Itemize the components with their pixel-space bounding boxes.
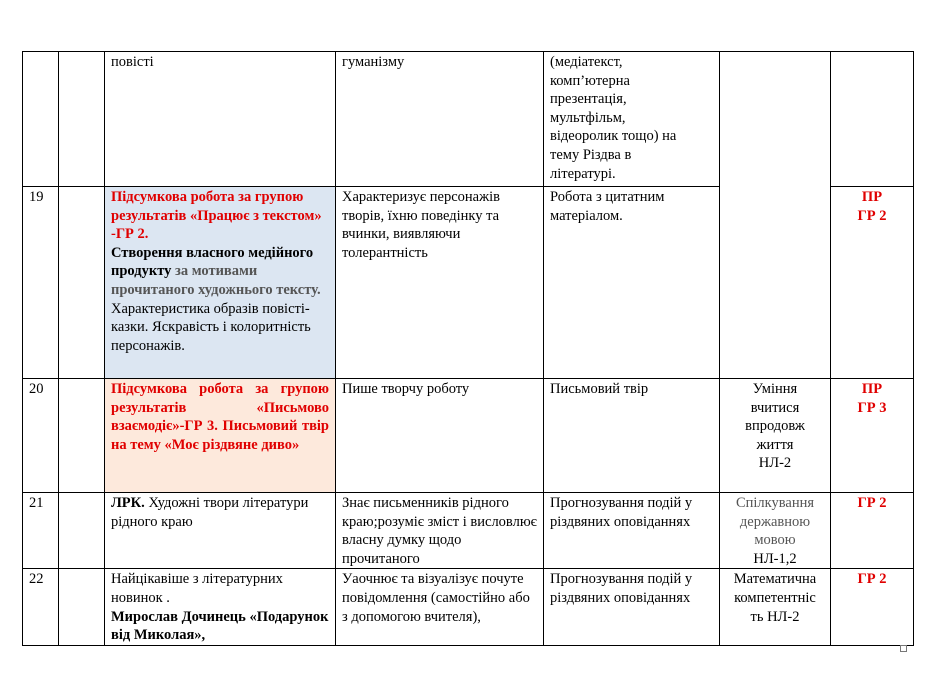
cell-activity: (медіатекст, комп’ютерна презентація, мультфільм, відеоролик тощо) на тему Різдва в літературі. [544, 52, 720, 187]
cell-activity: Прогнозування подій у різдвяних оповіданнях [544, 493, 720, 569]
table-row [23, 569, 914, 646]
cell-competence: Спілкування державною мовою НЛ-1,2 [720, 493, 831, 569]
cell-result: Пише творчу роботу [336, 379, 544, 493]
cell-result: гуманізму [336, 52, 544, 187]
cell-result: Уаочнює та візуалізує почуте повідомлення (самостійно або з допомогою вчителя), [336, 569, 544, 646]
cell-date [59, 52, 105, 187]
cell-number: 22 [23, 569, 59, 646]
cell-assessment: ГР 2 [831, 569, 914, 646]
lesson-plan-table [22, 51, 914, 646]
cell-number: 19 [23, 187, 59, 379]
cell-assessment [831, 52, 914, 187]
cell-assessment: ПР ГР 2 [831, 187, 914, 379]
cell-assessment: ПР ГР 3 [831, 379, 914, 493]
cell-competence: Уміння вчитися впродовж життя НЛ-2 [720, 379, 831, 493]
cell-date [59, 379, 105, 493]
cell-date [59, 569, 105, 646]
table-row [23, 52, 914, 187]
cell-number [23, 52, 59, 187]
cell-result: Характеризує персонажів творів, їхню поведінку та вчинки, виявляючи толерантність [336, 187, 544, 379]
cell-competence: Математична компетентніс ть НЛ-2 [720, 569, 831, 646]
essay-title: Письмовий твір на тему «Моє різдвяне диво» [111, 418, 329, 453]
cell-activity: Прогнозування подій у різдвяних оповіданнях [544, 569, 720, 646]
cell-assessment: ГР 2 [831, 493, 914, 569]
media-product-title: Створення власного медійного продукту [111, 244, 314, 280]
cell-topic: повісті [105, 52, 336, 187]
table-row [23, 493, 914, 569]
cell-date [59, 493, 105, 569]
cell-activity: Письмовий твір [544, 379, 720, 493]
cell-topic: Найцікавіше з літературних новинок . Мирослав Дочинець «Подарунок від Миколая», [105, 569, 336, 646]
cell-number: 21 [23, 493, 59, 569]
cell-topic: ЛРК. Художні твори літератури рідного краю [105, 493, 336, 569]
cell-result: Знає письменників рідного краю;розуміє зміст і висловлює власну думку щодо прочитаного [336, 493, 544, 569]
cell-number: 20 [23, 379, 59, 493]
cell-date [59, 187, 105, 379]
summary-work-title: Підсумкова робота за групою результатів «Письмово взаємодіє»-ГР 3. [111, 381, 329, 435]
cell-activity: Робота з цитатним матеріалом. [544, 187, 720, 379]
cell-topic: Підсумкова робота за групою результатів «Працює з текстом» -ГР 2. Створення власного медійного продукту за мотивами прочитаного художнього тексту. Характеристика образів повісті-казки. Яскравість і колоритність персонажів. [105, 187, 336, 379]
summary-work-title: Підсумкова робота за групою результатів «Працює з текстом» -ГР 2. [111, 189, 322, 243]
cell-topic [105, 379, 336, 493]
table-row [23, 379, 914, 493]
cell-competence [720, 52, 831, 379]
table-resize-handle[interactable] [900, 645, 907, 652]
